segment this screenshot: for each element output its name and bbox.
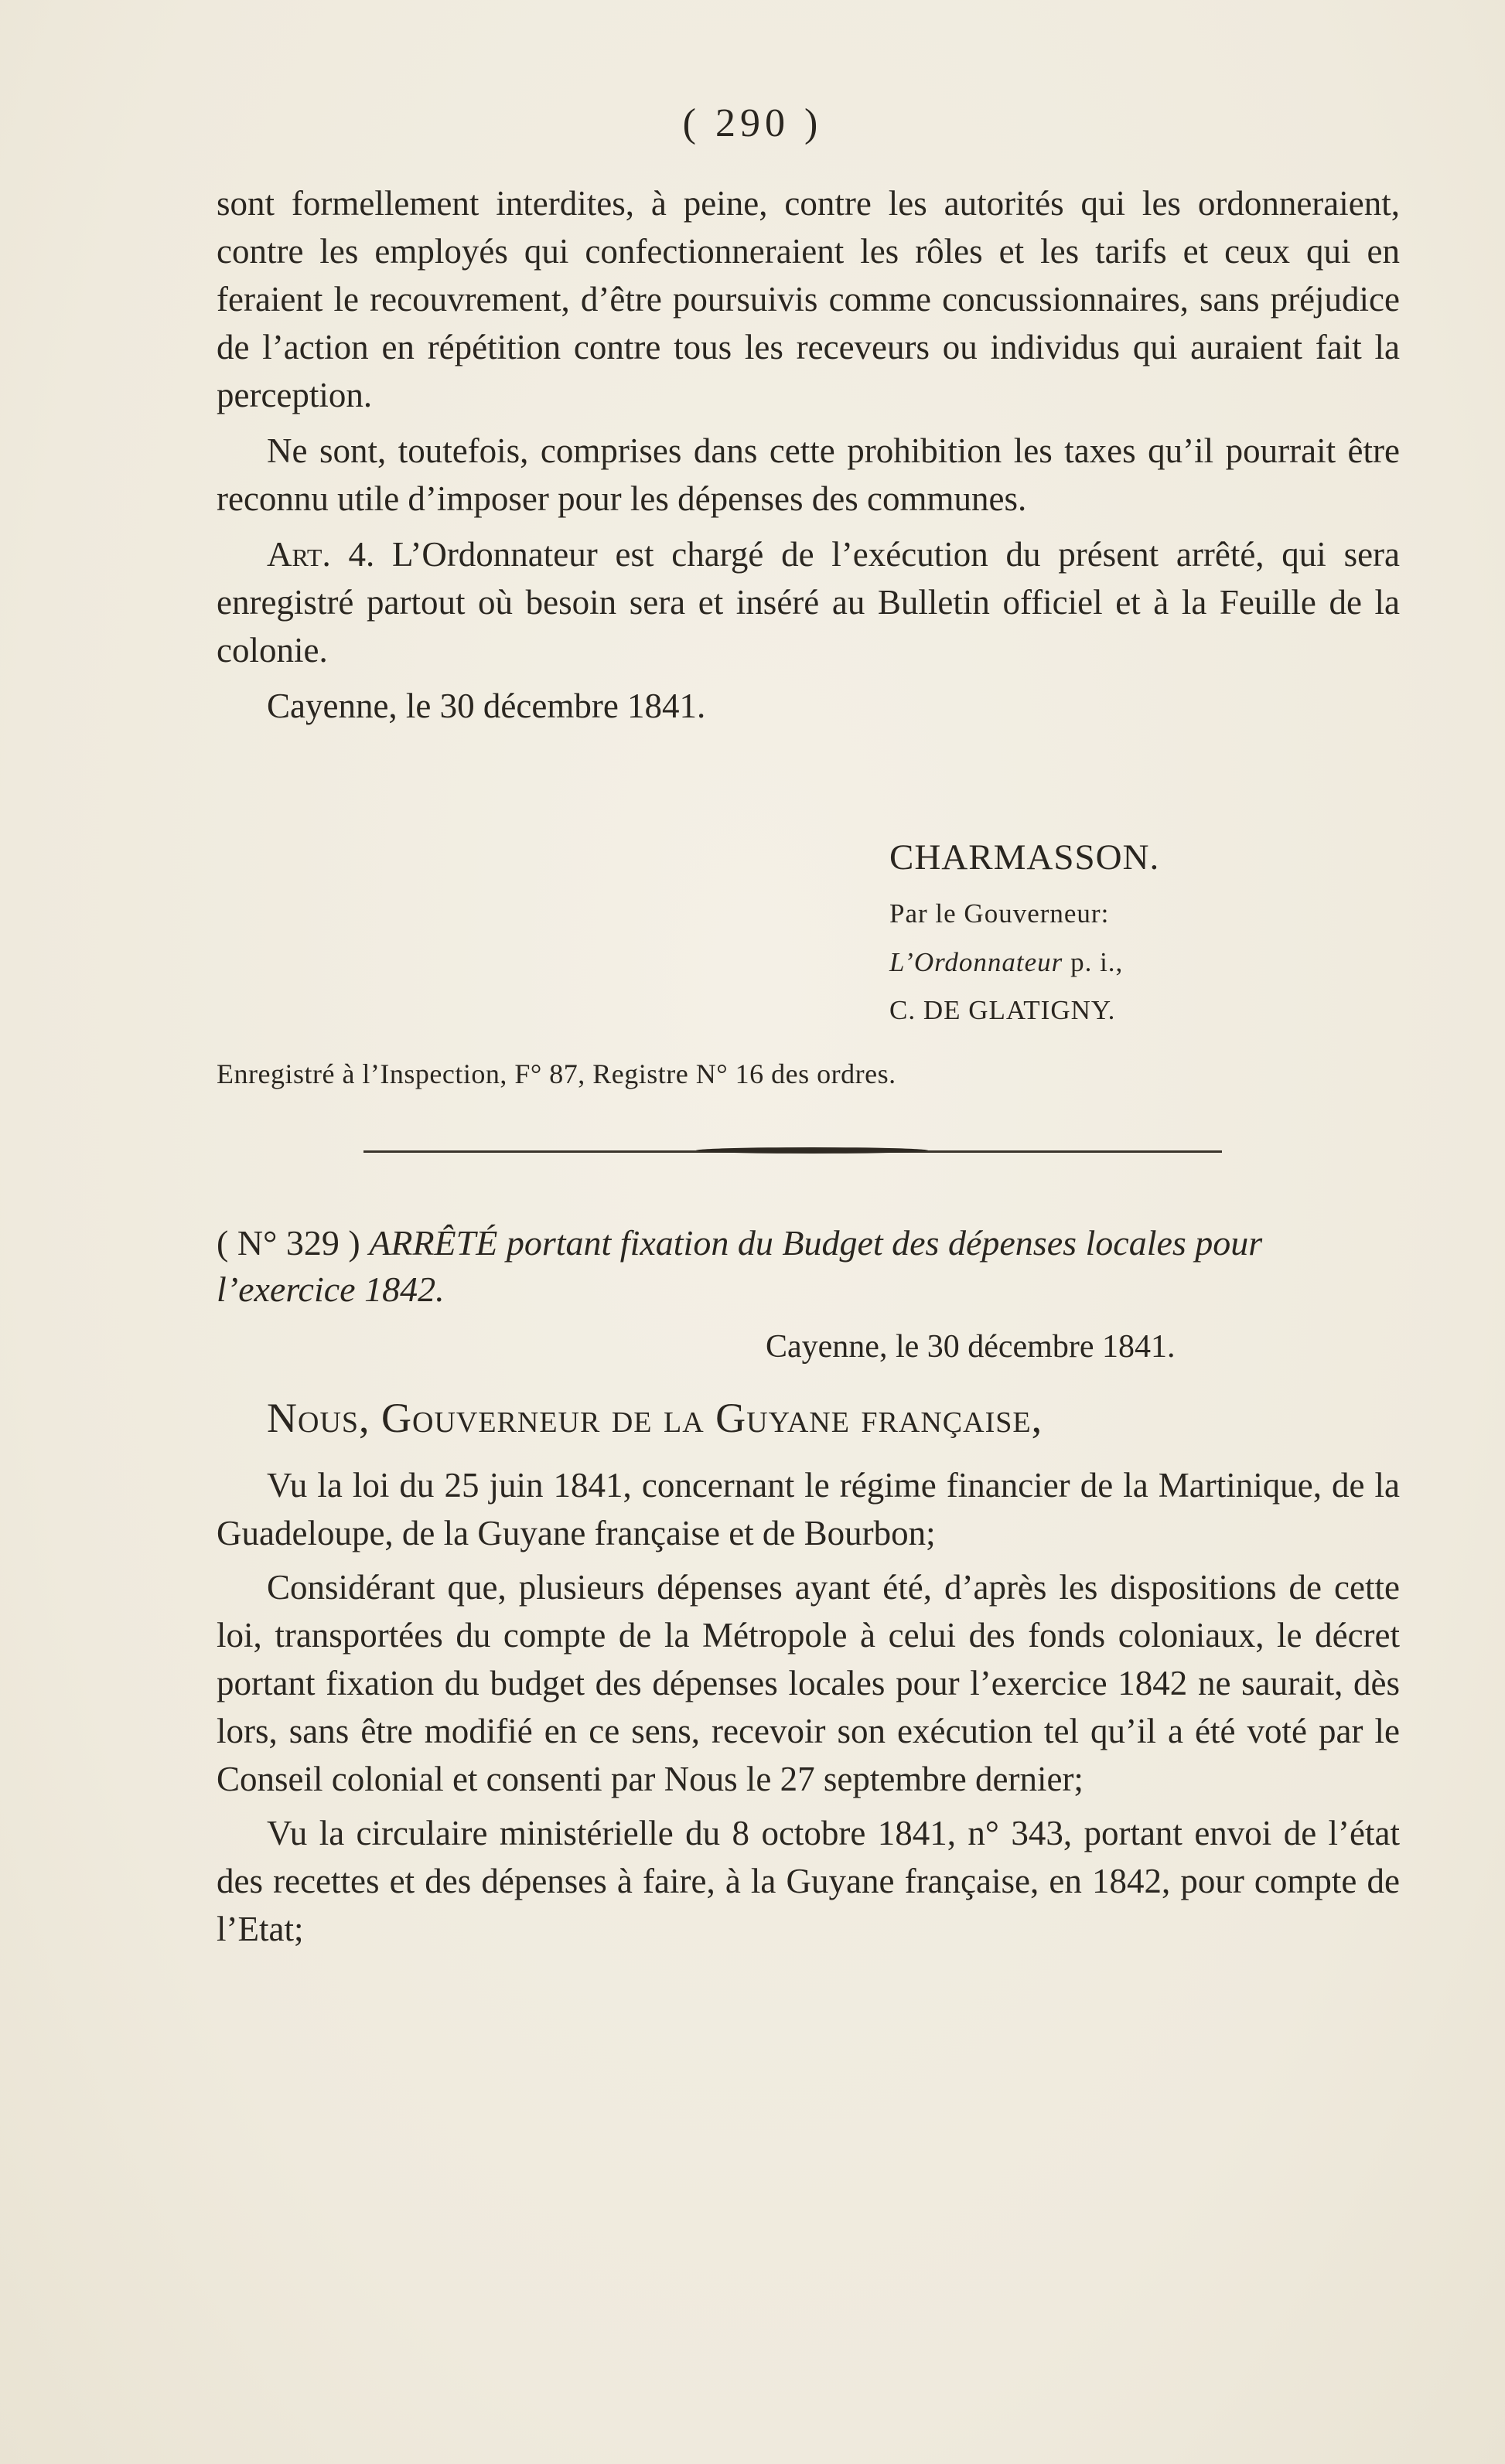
registration-line: Enregistré à l’Inspection, F° 87, Registre N° 16 des ordres. xyxy=(217,1058,896,1089)
page-number: ( 290 ) xyxy=(682,101,823,145)
article-label: Art. 4. xyxy=(267,535,375,574)
paragraph-exception: Ne sont, toutefois, comprises dans cette prohibition les taxes qu’il pourrait être reconnu utile d’imposer pour les dépenses des communes. xyxy=(217,431,1400,518)
ordonnateur-label: L’Ordonnateur xyxy=(889,947,1063,977)
arrete-heading xyxy=(217,1220,1400,1313)
date-line: Cayenne, le 30 décembre 1841. xyxy=(267,687,706,725)
article-text: L’Ordonnateur est chargé de l’exécution du présent arrêté, qui sera enregistré partout où besoin sera et inséré au Bulletin officiel et à la Feuille de la colonie. xyxy=(217,535,1401,670)
ordonnateur-line xyxy=(889,947,1123,978)
section-divider-ornament xyxy=(696,1147,928,1154)
paragraph-article-4 xyxy=(217,530,1400,674)
paragraph-considerant: Considérant que, plusieurs dépenses ayant été, d’après les dispositions de cette loi, transportées du compte de la Métropole à celui des fonds coloniaux, le décret portant fixation du budget des dépenses locales pour l’exercice 1842 ne saurait, dès lors, sans être modifié en ce sens, recevoir son exécution tel qu’il a été voté par le Conseil colonial et consenti par Nous le 27 septembre dernier; xyxy=(217,1568,1400,1798)
continuation-text xyxy=(217,179,1400,730)
arrete-date: Cayenne, le 30 décembre 1841. xyxy=(766,1329,1176,1365)
ordonnateur-suffix: p. i., xyxy=(1070,947,1124,977)
ordonnateur-name: C. DE GLATIGNY. xyxy=(889,995,1116,1025)
paragraph-prohibition: sont formellement interdites, à peine, contre les autorités qui les ordonneraient, contre les employés qui confectionneraient les rôles et les tarifs et ceux qui en feraient le recouvrement, d’être poursuivis comme concussionnaires, sans préjudice de l’action en répétition contre tous les receveurs ou individus qui auraient fait la perception. xyxy=(217,184,1400,414)
arrete-title: ARRÊTÉ portant fixation du Budget des dépenses locales pour l’exercice 1842. xyxy=(217,1223,1263,1309)
paragraph-vu-circulaire: Vu la circulaire ministérielle du 8 octobre 1841, n° 343, portant envoi de l’état des recettes et des dépenses à faire, à la Guyane française, en 1842, pour compte de l’Etat; xyxy=(217,1814,1400,1948)
arrete-body xyxy=(217,1461,1400,1953)
par-gouverneur: Par le Gouverneur: xyxy=(889,898,1110,929)
arrete-number: ( N° 329 ) xyxy=(217,1223,360,1263)
paragraph-vu-loi: Vu la loi du 25 juin 1841, concernant le régime financier de la Martinique, de la Guadeloupe, de la Guyane française et de Bourbon; xyxy=(217,1466,1400,1552)
nous-gouverneur: Nous, Gouverneur de la Guyane française, xyxy=(267,1395,1043,1441)
signer-name: CHARMASSON. xyxy=(889,837,1160,878)
